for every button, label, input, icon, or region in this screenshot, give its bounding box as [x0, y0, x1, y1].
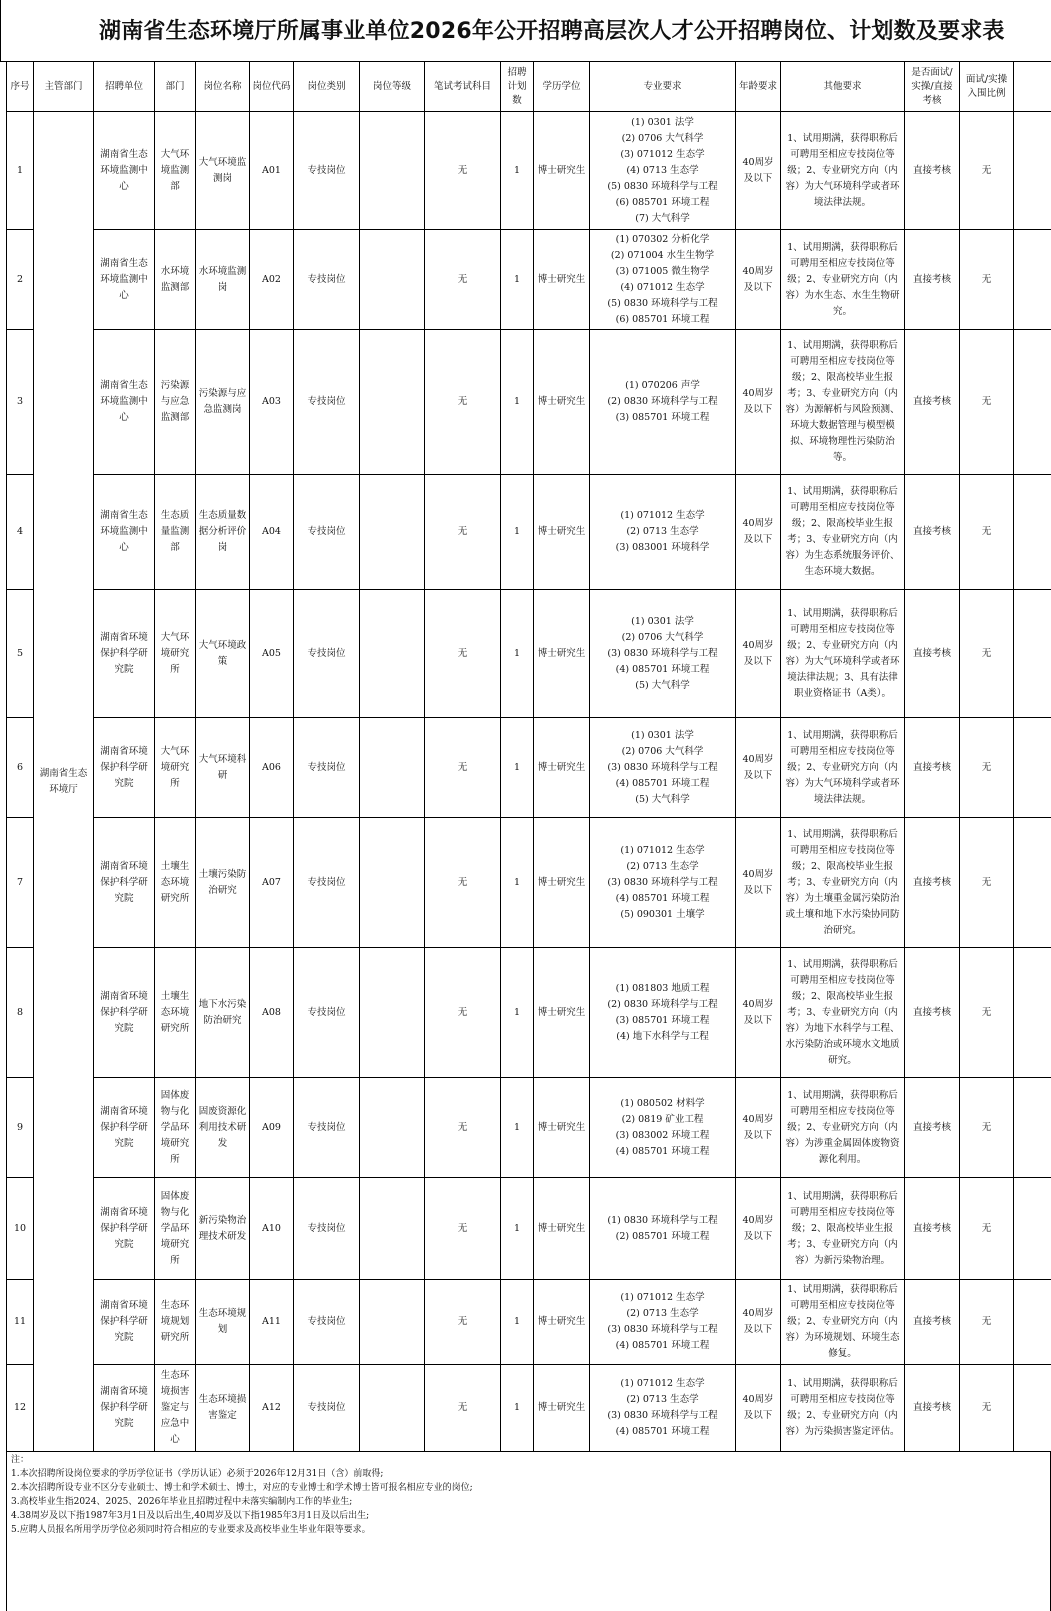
table-row	[7, 948, 1051, 1078]
cell-dept: 水环境监测部	[155, 230, 196, 330]
major-item: (1) 071012 生态学	[620, 1378, 705, 1389]
cell-post-name: 新污染物治理技术研发	[196, 1178, 250, 1280]
cell-assess: 直接考核	[905, 1178, 960, 1280]
cell-age: 40周岁及以下	[736, 112, 781, 230]
cell-age: 40周岁及以下	[736, 1078, 781, 1178]
major-item: (3) 083002 环境工程	[615, 1129, 710, 1141]
major-item: (2) 0830 环境科学与工程	[607, 998, 718, 1010]
cell-unit: 湖南省环境保护科学研究院	[94, 1280, 155, 1365]
major-item: (3) 0830 环境科学与工程	[607, 1410, 718, 1421]
cell-unit: 湖南省环境保护科学研究院	[94, 1178, 155, 1280]
major-item: (3) 0830 环境科学与工程	[607, 1324, 718, 1335]
major-item: (1) 0301 法学	[631, 116, 694, 128]
cell-post-level	[360, 230, 425, 330]
cell-degree: 博士研究生	[534, 1365, 590, 1452]
cell-post-type: 专技岗位	[294, 1078, 360, 1178]
cell-seq: 9	[7, 1078, 34, 1178]
cell-exam: 无	[425, 1280, 501, 1365]
major-item: (2) 0713 生态学	[626, 526, 699, 537]
major-item: (1) 071012 生态学	[620, 510, 705, 521]
major-item: (2) 0713 生态学	[626, 860, 699, 872]
cell-seq: 2	[7, 230, 34, 330]
cell-unit: 湖南省环境保护科学研究院	[94, 590, 155, 718]
cell-post-level	[360, 112, 425, 230]
cell-exam: 无	[425, 590, 501, 718]
header-exam: 笔试考试科目	[425, 62, 501, 112]
cell-post-code: A03	[250, 330, 294, 475]
major-item: (1) 071012 生态学	[620, 1292, 705, 1303]
cell-degree: 博士研究生	[534, 1078, 590, 1178]
cell-exam: 无	[425, 1078, 501, 1178]
cell-post-type: 专技岗位	[294, 1365, 360, 1452]
cell-exam: 无	[425, 230, 501, 330]
cell-unit: 湖南省生态环境监测中心	[94, 475, 155, 590]
note-line: 1.本次招聘所设岗位要求的学历学位证书（学历认证）必须于2026年12月31日（含）前取得;	[11, 1469, 384, 1479]
cell-ratio: 无	[960, 230, 1014, 330]
cell-extra	[1014, 230, 1051, 330]
cell-exam: 无	[425, 1178, 501, 1280]
table-row	[7, 230, 1051, 330]
cell-assess: 直接考核	[905, 112, 960, 230]
header-degree: 学历学位	[534, 62, 590, 112]
cell-seq: 4	[7, 475, 34, 590]
major-item: (6) 085701 环境工程	[615, 196, 710, 208]
cell-unit: 湖南省环境保护科学研究院	[94, 1365, 155, 1452]
cell-extra	[1014, 948, 1051, 1078]
cell-other: 1、试用期满，获得职称后可聘用至相应专技岗位等级；2、限高校毕业生报考；3、专业研究方向（内容）为地下水科学与工程、水污染防治或环境水文地质研究。	[781, 948, 905, 1078]
table-row	[7, 1078, 1051, 1178]
cell-extra	[1014, 590, 1051, 718]
table-row	[7, 475, 1051, 590]
cell-major	[590, 1078, 736, 1178]
cell-post-name: 固废资源化利用技术研发	[196, 1078, 250, 1178]
cell-ratio: 无	[960, 1178, 1014, 1280]
major-item: (2) 0706 大气科学	[621, 745, 704, 757]
cell-dept: 大气环境研究所	[155, 718, 196, 818]
cell-extra	[1014, 112, 1051, 230]
major-item: (5) 090301 土壤学	[620, 908, 705, 920]
cell-plan: 1	[501, 948, 534, 1078]
cell-post-name: 生态环境损害鉴定	[196, 1365, 250, 1452]
cell-post-name: 大气环境政策	[196, 590, 250, 718]
cell-ratio: 无	[960, 112, 1014, 230]
note-line: 4.38周岁及以下指1987年3月1日及以后出生,40周岁及以下指1985年3月1日及以后出生;	[11, 1511, 370, 1521]
cell-post-code: A05	[250, 590, 294, 718]
cell-unit: 湖南省环境保护科学研究院	[94, 1078, 155, 1178]
cell-exam: 无	[425, 818, 501, 948]
cell-seq: 10	[7, 1178, 34, 1280]
cell-exam: 无	[425, 112, 501, 230]
cell-post-level	[360, 718, 425, 818]
major-item: (2) 071004 水生生物学	[610, 249, 715, 261]
cell-manager: 湖南省生态环境厅	[34, 112, 94, 1452]
cell-extra	[1014, 475, 1051, 590]
cell-dept: 生态环境损害鉴定与应急中心	[155, 1365, 196, 1452]
cell-post-code: A04	[250, 475, 294, 590]
cell-degree: 博士研究生	[534, 475, 590, 590]
major-item: (4) 085701 环境工程	[615, 1426, 710, 1437]
cell-age: 40周岁及以下	[736, 475, 781, 590]
cell-post-type: 专技岗位	[294, 948, 360, 1078]
header-extra	[1014, 62, 1051, 112]
cell-other: 1、试用期满，获得职称后可聘用至相应专技岗位等级；2、限高校毕业生报考；3、专业研究方向（内容）为源解析与风险预测、环境大数据管理与模型模拟、环境物理性污染防治等。	[781, 330, 905, 475]
cell-post-code: A12	[250, 1365, 294, 1452]
cell-seq: 7	[7, 818, 34, 948]
major-item: (2) 0830 环境科学与工程	[607, 396, 718, 407]
cell-assess: 直接考核	[905, 590, 960, 718]
cell-plan: 1	[501, 330, 534, 475]
table-row	[7, 718, 1051, 818]
header-ratio: 面试/实操入围比例	[960, 62, 1014, 112]
cell-post-type: 专技岗位	[294, 1178, 360, 1280]
cell-major	[590, 330, 736, 475]
cell-assess: 直接考核	[905, 1078, 960, 1178]
major-item: (3) 085701 环境工程	[615, 412, 710, 423]
cell-seq: 3	[7, 330, 34, 475]
header-major: 专业要求	[590, 62, 736, 112]
cell-degree: 博士研究生	[534, 590, 590, 718]
cell-degree: 博士研究生	[534, 230, 590, 330]
cell-post-code: A01	[250, 112, 294, 230]
cell-other: 1、试用期满，获得职称后可聘用至相应专技岗位等级；2、限高校毕业生报考；3、专业研究方向（内容）为新污染物治理。	[781, 1178, 905, 1280]
header-manager: 主管部门	[34, 62, 94, 112]
cell-dept: 固体废物与化学品环境研究所	[155, 1078, 196, 1178]
cell-other: 1、试用期满，获得职称后可聘用至相应专技岗位等级；2、专业研究方向（内容）为污染损害鉴定评估。	[781, 1365, 905, 1452]
cell-post-type: 专技岗位	[294, 590, 360, 718]
major-item: (4) 085701 环境工程	[615, 892, 710, 904]
major-item: (3) 085701 环境工程	[615, 1014, 710, 1026]
major-item: (3) 0830 环境科学与工程	[607, 761, 718, 773]
major-item: (1) 0301 法学	[631, 729, 694, 741]
cell-extra	[1014, 718, 1051, 818]
cell-post-name: 大气环境科研	[196, 718, 250, 818]
table-row	[7, 1280, 1051, 1365]
cell-other: 1、试用期满，获得职称后可聘用至相应专技岗位等级；2、专业研究方向（内容）为水生态、水生生物研究。	[781, 230, 905, 330]
table-row	[7, 1178, 1051, 1280]
cell-post-code: A11	[250, 1280, 294, 1365]
cell-plan: 1	[501, 1280, 534, 1365]
header-dept: 部门	[155, 62, 196, 112]
cell-post-type: 专技岗位	[294, 230, 360, 330]
cell-major	[590, 230, 736, 330]
cell-plan: 1	[501, 1365, 534, 1452]
cell-post-name: 污染源与应急监测岗	[196, 330, 250, 475]
cell-other: 1、试用期满，获得职称后可聘用至相应专技岗位等级；2、专业研究方向（内容）为环境规划、环境生态修复。	[781, 1280, 905, 1365]
major-item: (5) 大气科学	[635, 793, 690, 805]
cell-seq: 8	[7, 948, 34, 1078]
cell-unit: 湖南省环境保护科学研究院	[94, 718, 155, 818]
cell-ratio: 无	[960, 1280, 1014, 1365]
cell-assess: 直接考核	[905, 230, 960, 330]
cell-seq: 1	[7, 112, 34, 230]
major-item: (2) 0706 大气科学	[621, 631, 704, 643]
major-item: (4) 085701 环境工程	[615, 777, 710, 789]
cell-major	[590, 1280, 736, 1365]
cell-plan: 1	[501, 1178, 534, 1280]
table-row	[7, 330, 1051, 475]
cell-degree: 博士研究生	[534, 718, 590, 818]
cell-post-code: A10	[250, 1178, 294, 1280]
cell-degree: 博士研究生	[534, 948, 590, 1078]
header-unit: 招聘单位	[94, 62, 155, 112]
cell-dept: 固体废物与化学品环境研究所	[155, 1178, 196, 1280]
header-post-type: 岗位类别	[294, 62, 360, 112]
cell-other: 1、试用期满，获得职称后可聘用至相应专技岗位等级；2、专业研究方向（内容）为涉重金属固体废物资源化利用。	[781, 1078, 905, 1178]
cell-extra	[1014, 1365, 1051, 1452]
header-row	[7, 62, 1051, 112]
cell-post-type: 专技岗位	[294, 475, 360, 590]
cell-post-level	[360, 948, 425, 1078]
cell-post-level	[360, 590, 425, 718]
cell-major	[590, 718, 736, 818]
cell-plan: 1	[501, 1078, 534, 1178]
major-item: (3) 071012 生态学	[620, 148, 705, 160]
cell-age: 40周岁及以下	[736, 1365, 781, 1452]
recruitment-table	[6, 61, 1051, 1452]
cell-plan: 1	[501, 590, 534, 718]
cell-ratio: 无	[960, 475, 1014, 590]
cell-post-code: A08	[250, 948, 294, 1078]
cell-ratio: 无	[960, 818, 1014, 948]
major-item: (4) 地下水科学与工程	[616, 1030, 709, 1042]
cell-post-code: A02	[250, 230, 294, 330]
cell-degree: 博士研究生	[534, 112, 590, 230]
cell-other: 1、试用期满，获得职称后可聘用至相应专技岗位等级；2、限高校毕业生报考；3、专业研究方向（内容）为生态系统服务评价、生态环境大数据。	[781, 475, 905, 590]
cell-ratio: 无	[960, 590, 1014, 718]
cell-ratio: 无	[960, 1078, 1014, 1178]
major-item: (1) 0830 环境科学与工程	[607, 1214, 718, 1226]
major-item: (1) 070206 声学	[625, 380, 700, 391]
cell-unit: 湖南省生态环境监测中心	[94, 330, 155, 475]
cell-unit: 湖南省生态环境监测中心	[94, 230, 155, 330]
cell-degree: 博士研究生	[534, 1178, 590, 1280]
major-item: (3) 0830 环境科学与工程	[607, 876, 718, 888]
cell-unit: 湖南省环境保护科学研究院	[94, 948, 155, 1078]
cell-age: 40周岁及以下	[736, 718, 781, 818]
cell-extra	[1014, 330, 1051, 475]
cell-other: 1、试用期满，获得职称后可聘用至相应专技岗位等级；2、专业研究方向（内容）为大气环境科学或者环境法律法规。	[781, 112, 905, 230]
major-item: (6) 085701 环境工程	[615, 313, 710, 325]
major-item: (1) 071012 生态学	[620, 844, 705, 856]
cell-exam: 无	[425, 718, 501, 818]
major-item: (2) 085701 环境工程	[615, 1230, 710, 1242]
cell-post-name: 水环境监测岗	[196, 230, 250, 330]
major-item: (7) 大气科学	[635, 212, 690, 224]
major-item: (5) 0830 环境科学与工程	[607, 297, 718, 309]
major-item: (2) 0819 矿业工程	[621, 1113, 704, 1125]
major-item: (5) 0830 环境科学与工程	[607, 180, 718, 192]
cell-seq: 6	[7, 718, 34, 818]
cell-other: 1、试用期满，获得职称后可聘用至相应专技岗位等级；2、专业研究方向（内容）为大气环境科学或者环境法律法规；3、具有法律职业资格证书（A类）。	[781, 590, 905, 718]
cell-age: 40周岁及以下	[736, 818, 781, 948]
cell-extra	[1014, 1280, 1051, 1365]
cell-post-code: A07	[250, 818, 294, 948]
cell-degree: 博士研究生	[534, 818, 590, 948]
header-seq: 序号	[7, 62, 34, 112]
table-body	[7, 112, 1051, 1452]
header-plan: 招聘计划数	[501, 62, 534, 112]
cell-dept: 土壤生态环境研究所	[155, 948, 196, 1078]
major-item: (1) 080502 材料学	[620, 1097, 705, 1109]
major-item: (5) 大气科学	[635, 679, 690, 691]
major-item: (4) 071012 生态学	[620, 281, 705, 293]
cell-assess: 直接考核	[905, 475, 960, 590]
cell-post-name: 大气环境监测岗	[196, 112, 250, 230]
cell-age: 40周岁及以下	[736, 1280, 781, 1365]
table-row	[7, 818, 1051, 948]
cell-age: 40周岁及以下	[736, 330, 781, 475]
cell-age: 40周岁及以下	[736, 590, 781, 718]
cell-assess: 直接考核	[905, 1365, 960, 1452]
cell-plan: 1	[501, 475, 534, 590]
cell-dept: 土壤生态环境研究所	[155, 818, 196, 948]
cell-dept: 生态环境规划研究所	[155, 1280, 196, 1365]
major-item: (1) 081803 地质工程	[615, 982, 710, 994]
cell-assess: 直接考核	[905, 330, 960, 475]
cell-plan: 1	[501, 818, 534, 948]
cell-post-code: A09	[250, 1078, 294, 1178]
cell-major	[590, 112, 736, 230]
cell-other: 1、试用期满，获得职称后可聘用至相应专技岗位等级；2、限高校毕业生报考；3、专业研究方向（内容）为土壤重金属污染防治或土壤和地下水污染协同防治研究。	[781, 818, 905, 948]
header-post-code: 岗位代码	[250, 62, 294, 112]
cell-seq: 11	[7, 1280, 34, 1365]
cell-post-level	[360, 475, 425, 590]
major-item: (3) 083001 环境科学	[615, 542, 710, 553]
major-item: (2) 0706 大气科学	[621, 132, 704, 144]
cell-degree: 博士研究生	[534, 1280, 590, 1365]
document-title: 湖南省生态环境厅所属事业单位2026年公开招聘高层次人才公开招聘岗位、计划数及要求表	[99, 19, 1005, 44]
cell-major	[590, 590, 736, 718]
cell-exam: 无	[425, 475, 501, 590]
cell-seq: 5	[7, 590, 34, 718]
note-line: 注：	[11, 1455, 30, 1465]
cell-plan: 1	[501, 230, 534, 330]
cell-dept: 大气环境研究所	[155, 590, 196, 718]
major-item: (3) 071005 微生物学	[615, 265, 710, 277]
table-row	[7, 590, 1051, 718]
cell-major	[590, 1365, 736, 1452]
cell-dept: 污染源与应急监测部	[155, 330, 196, 475]
cell-post-type: 专技岗位	[294, 718, 360, 818]
major-item: (1) 0301 法学	[631, 615, 694, 627]
cell-post-name: 生态质量数据分析评价岗	[196, 475, 250, 590]
table-row	[7, 1365, 1051, 1452]
cell-post-name: 生态环境规划	[196, 1280, 250, 1365]
note-line: 2.本次招聘所设专业不区分专业硕士、博士和学术硕士、博士，对应的专业博士和学术博士皆可报名相应专业的岗位;	[11, 1483, 473, 1493]
cell-unit: 湖南省生态环境监测中心	[94, 112, 155, 230]
cell-dept: 生态质量监测部	[155, 475, 196, 590]
cell-plan: 1	[501, 112, 534, 230]
major-item: (4) 0713 生态学	[626, 164, 699, 176]
cell-post-type: 专技岗位	[294, 330, 360, 475]
major-item: (4) 085701 环境工程	[615, 1340, 710, 1351]
major-item: (2) 0713 生态学	[626, 1308, 699, 1319]
cell-unit: 湖南省环境保护科学研究院	[94, 818, 155, 948]
header-age: 年龄要求	[736, 62, 781, 112]
cell-dept: 大气环境监测部	[155, 112, 196, 230]
document-title-bar	[0, 0, 1051, 62]
cell-age: 40周岁及以下	[736, 1178, 781, 1280]
cell-seq: 12	[7, 1365, 34, 1452]
table-row	[7, 112, 1051, 230]
cell-degree: 博士研究生	[534, 330, 590, 475]
cell-plan: 1	[501, 718, 534, 818]
cell-major	[590, 475, 736, 590]
cell-post-level	[360, 1280, 425, 1365]
cell-other: 1、试用期满，获得职称后可聘用至相应专技岗位等级；2、专业研究方向（内容）为大气环境科学或者环境法律法规。	[781, 718, 905, 818]
header-post-level: 岗位等级	[360, 62, 425, 112]
cell-post-level	[360, 1178, 425, 1280]
header-assess: 是否面试/实操/直接考核	[905, 62, 960, 112]
cell-post-level	[360, 1078, 425, 1178]
major-item: (3) 0830 环境科学与工程	[607, 647, 718, 659]
cell-ratio: 无	[960, 718, 1014, 818]
cell-major	[590, 1178, 736, 1280]
cell-extra	[1014, 1178, 1051, 1280]
cell-post-code: A06	[250, 718, 294, 818]
cell-major	[590, 948, 736, 1078]
cell-extra	[1014, 818, 1051, 948]
cell-extra	[1014, 1078, 1051, 1178]
cell-ratio: 无	[960, 330, 1014, 475]
header-post-name: 岗位名称	[196, 62, 250, 112]
note-line: 3.高校毕业生指2024、2025、2026年毕业且招聘过程中未落实编制内工作的毕业生;	[11, 1497, 353, 1507]
cell-assess: 直接考核	[905, 718, 960, 818]
cell-post-name: 地下水污染防治研究	[196, 948, 250, 1078]
cell-exam: 无	[425, 330, 501, 475]
cell-post-level	[360, 1365, 425, 1452]
cell-post-type: 专技岗位	[294, 1280, 360, 1365]
cell-post-type: 专技岗位	[294, 112, 360, 230]
major-item: (1) 070302 分析化学	[615, 233, 710, 245]
major-item: (4) 085701 环境工程	[615, 663, 710, 675]
cell-post-type: 专技岗位	[294, 818, 360, 948]
header-other: 其他要求	[781, 62, 905, 112]
cell-age: 40周岁及以下	[736, 948, 781, 1078]
major-item: (2) 0713 生态学	[626, 1394, 699, 1405]
cell-assess: 直接考核	[905, 1280, 960, 1365]
cell-ratio: 无	[960, 1365, 1014, 1452]
cell-major	[590, 818, 736, 948]
cell-ratio: 无	[960, 948, 1014, 1078]
cell-assess: 直接考核	[905, 948, 960, 1078]
cell-post-name: 土壤污染防治研究	[196, 818, 250, 948]
notes-section	[6, 1451, 1051, 1611]
cell-assess: 直接考核	[905, 818, 960, 948]
cell-age: 40周岁及以下	[736, 230, 781, 330]
cell-post-level	[360, 330, 425, 475]
note-line: 5.应聘人员报名所用学历学位必须同时符合相应的专业要求及高校毕业生毕业年限等要求。	[11, 1525, 371, 1535]
major-item: (4) 085701 环境工程	[615, 1145, 710, 1157]
cell-exam: 无	[425, 948, 501, 1078]
cell-post-level	[360, 818, 425, 948]
cell-exam: 无	[425, 1365, 501, 1452]
